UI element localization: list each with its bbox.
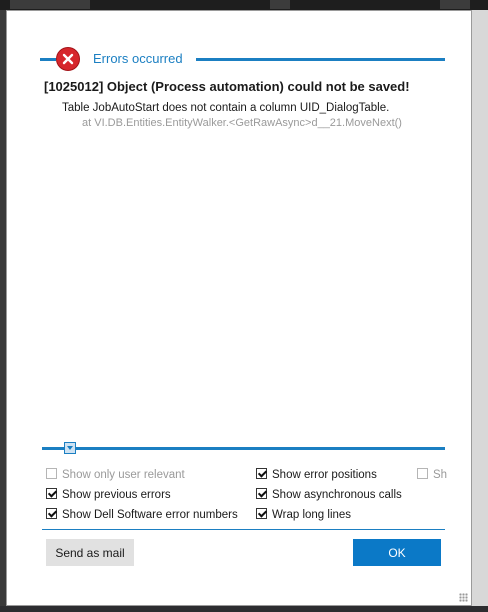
background-tab xyxy=(440,0,470,9)
send-as-mail-button[interactable]: Send as mail xyxy=(46,539,134,566)
option-show-only-user-relevant[interactable] xyxy=(46,468,185,481)
ok-button[interactable]: OK xyxy=(353,539,441,566)
checkbox[interactable] xyxy=(256,508,267,519)
checkbox[interactable] xyxy=(46,488,57,499)
background-app-right xyxy=(472,10,488,612)
detail-slider-thumb[interactable] xyxy=(64,442,76,454)
option-show-async-calls[interactable] xyxy=(256,488,402,501)
detail-slider-track[interactable] xyxy=(42,447,445,450)
error-dialog xyxy=(6,10,472,606)
option-label: Wrap long lines xyxy=(272,509,352,521)
checkbox[interactable] xyxy=(256,468,267,479)
option-show-error-positions[interactable] xyxy=(256,468,377,481)
option-wrap-long-lines[interactable] xyxy=(256,508,351,521)
error-message: Table JobAutoStart does not contain a column UID_DialogTable. xyxy=(62,102,390,114)
option-partial-hidden[interactable] xyxy=(417,468,447,481)
option-show-previous-errors[interactable] xyxy=(46,488,171,501)
option-label: Show previous errors xyxy=(62,489,171,501)
option-label: Show error positions xyxy=(272,469,377,481)
background-app-toolbar xyxy=(0,0,488,10)
resize-grip[interactable] xyxy=(459,593,468,602)
option-label: Show asynchronous calls xyxy=(272,489,402,501)
checkbox[interactable] xyxy=(46,508,57,519)
options-rule xyxy=(42,529,445,530)
header-rule-right xyxy=(196,58,445,61)
stack-trace: at VI.DB.Entities.EntityWalker.<GetRawAsync>d__21.MoveNext() xyxy=(82,117,402,129)
error-heading: [1025012] Object (Process automation) could not be saved! xyxy=(44,79,410,94)
option-label: Sh xyxy=(433,469,448,481)
option-show-dell-error-numbers[interactable] xyxy=(46,508,238,521)
header-rule-left xyxy=(40,58,56,61)
error-icon xyxy=(56,47,80,71)
option-label: Show Dell Software error numbers xyxy=(62,509,238,521)
checkbox[interactable] xyxy=(417,468,428,479)
checkbox[interactable] xyxy=(46,468,57,479)
background-tab xyxy=(10,0,90,9)
dialog-header-title: Errors occurred xyxy=(93,51,183,66)
option-label: Show only user relevant xyxy=(62,469,185,481)
background-app-bottom xyxy=(0,606,488,612)
checkbox[interactable] xyxy=(256,488,267,499)
background-tab xyxy=(270,0,290,9)
